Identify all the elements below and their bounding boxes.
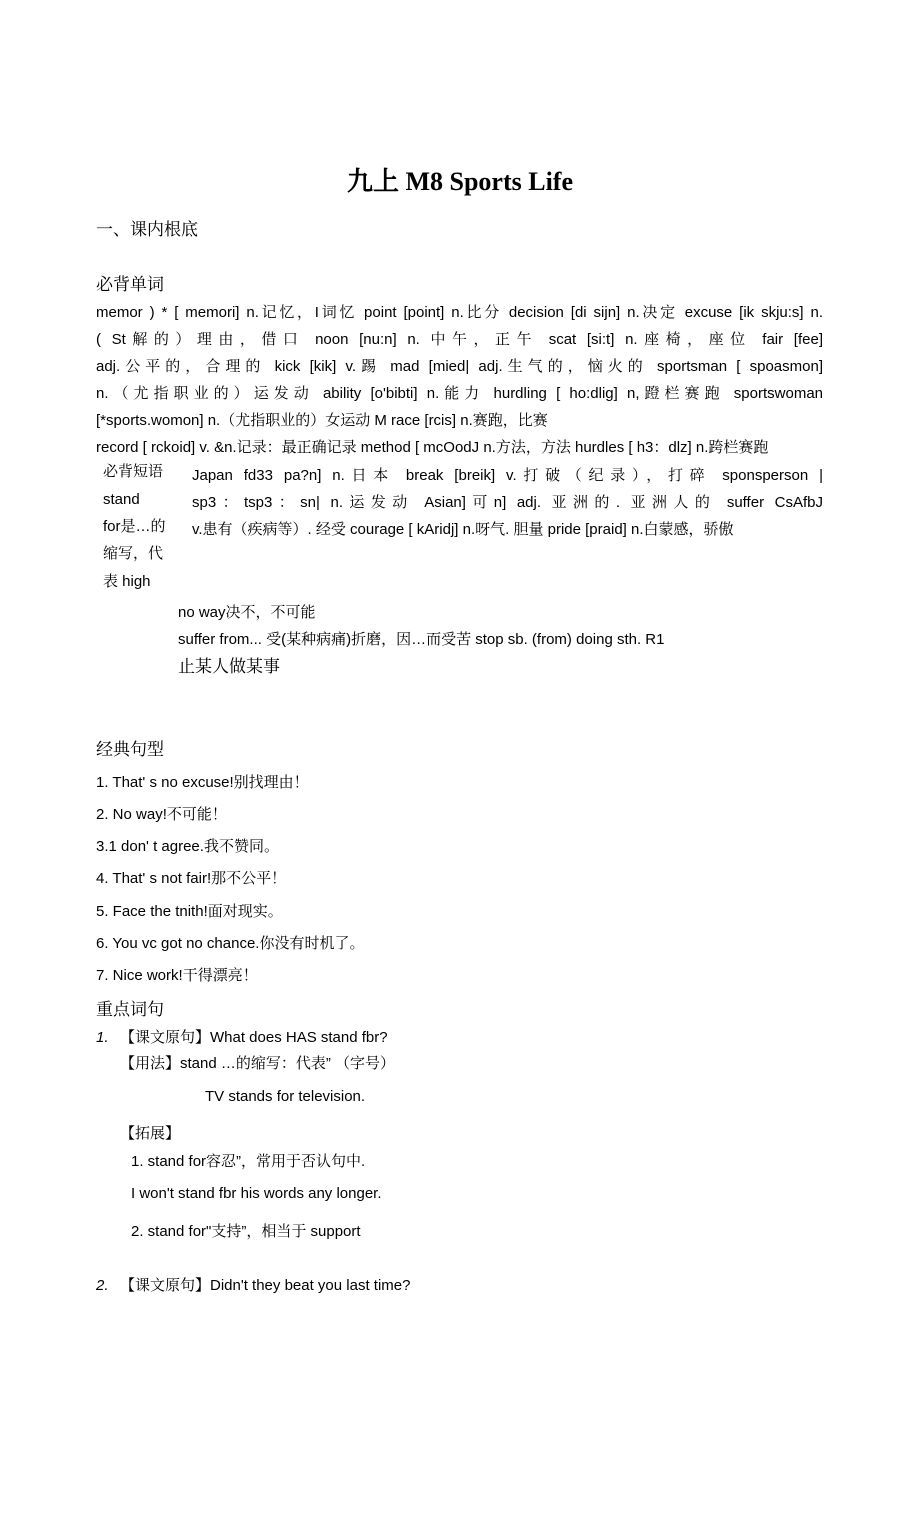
phrase-side-label: stand (103, 491, 140, 508)
item-example: TV stands for television. (205, 1088, 366, 1105)
extension-heading: 【拓展】 (120, 1125, 181, 1142)
phrase-line: no way决不，不可能 (178, 604, 316, 621)
extension-example: I won't stand fbr his words any longer. (131, 1185, 382, 1202)
vocab-line: record [ rckoid] v. &n.记录：最正确记录 method [ mcOodJ n.方法，方法 hurdles [ h3：dlz] n.跨栏赛跑 (96, 439, 769, 456)
sentence-item: 3.1 don' t agree.我不赞同。 (96, 838, 279, 855)
vocab-continued-line: Japan fd33 pa?n] n.日本 break [breik] v.打破（纪录），打碎 sponsperson | (192, 467, 823, 484)
item-number: 2. (96, 1277, 109, 1294)
phrase-side-label: 必背短语 (103, 463, 164, 480)
section-heading-basics: 一、课内根底 (96, 220, 198, 240)
vocab-line: adj.公平的，合理的 kick [kik] v.踢 mad [mied| adj.生气的，恼火的 sportsman [ spoasmon] (96, 358, 823, 375)
item-number: 1. (96, 1029, 109, 1046)
phrase-side-label: for是…的 (103, 518, 166, 535)
key-points-heading: 重点词句 (96, 1000, 164, 1020)
vocab-continued-line: sp3：tsp3：sn| n.运发动 Asian]可n] adj. 亚洲的. 亚洲人的 suffer CsAfbJ (192, 494, 823, 511)
phrase-line: 止某人做某事 (178, 657, 280, 677)
item-usage: 【用法】stand …的缩写：代表” （字号） (120, 1055, 396, 1072)
item-original-sentence: 【课文原句】Didn't they beat you last time? (120, 1277, 411, 1294)
vocab-line: memor ) * [ memori] n.记忆，I词忆 point [point] n.比分 decision [di sijn] n.决定 excuse [ik skju:s] n. (96, 304, 823, 321)
item-original-sentence: 【课文原句】What does HAS stand fbr? (120, 1029, 388, 1046)
phrase-side-label: 缩写，代 (103, 545, 164, 562)
vocab-continued-line: v.患有（疾病等）. 经受 courage [ kAridj] n.呀气. 胆量 pride [praid] n.白蒙感，骄傲 (192, 521, 734, 538)
sentence-item: 7. Nice work!干得漂亮！ (96, 967, 258, 984)
extension-item: 2. stand for"支持”，相当于 support (131, 1223, 361, 1240)
extension-item: 1. stand for容忍”，常用于否认句中. (131, 1153, 366, 1170)
sentence-item: 5. Face the tnith!面对现实。 (96, 903, 283, 920)
vocab-heading: 必背单词 (96, 275, 164, 295)
vocab-line: [*sports.womon] n.（尤指职业的）女运动 M race [rcis] n.赛跑，比赛 (96, 412, 548, 429)
sentence-item: 6. You vc got no chance.你没有时机了。 (96, 935, 365, 952)
vocab-line: ( St解的）理由，借口 noon [nu:n] n. 中午，正午 scat [si:t] n.座椅，座位 fair [fee] (96, 331, 823, 348)
phrase-line: suffer from... 受(某种病痛)折磨，因…而受苦 stop sb. (from) doing sth. R1 (178, 631, 665, 648)
phrase-side-label: 表 high (103, 573, 151, 590)
sentence-item: 4. That' s not fair!那不公平！ (96, 870, 287, 887)
sentence-heading: 经典句型 (96, 740, 164, 760)
page-title: 九上 M8 Sports Life (346, 167, 574, 196)
sentence-item: 2. No way!不可能！ (96, 806, 227, 823)
sentence-item: 1. That' s no excuse!别找理由！ (96, 774, 309, 791)
vocab-line: n.（尤指职业的）运发动 ability [o'bibti] n.能力 hurdling [ ho:dlig] n,蹬栏赛跑 sportswoman (96, 385, 823, 402)
